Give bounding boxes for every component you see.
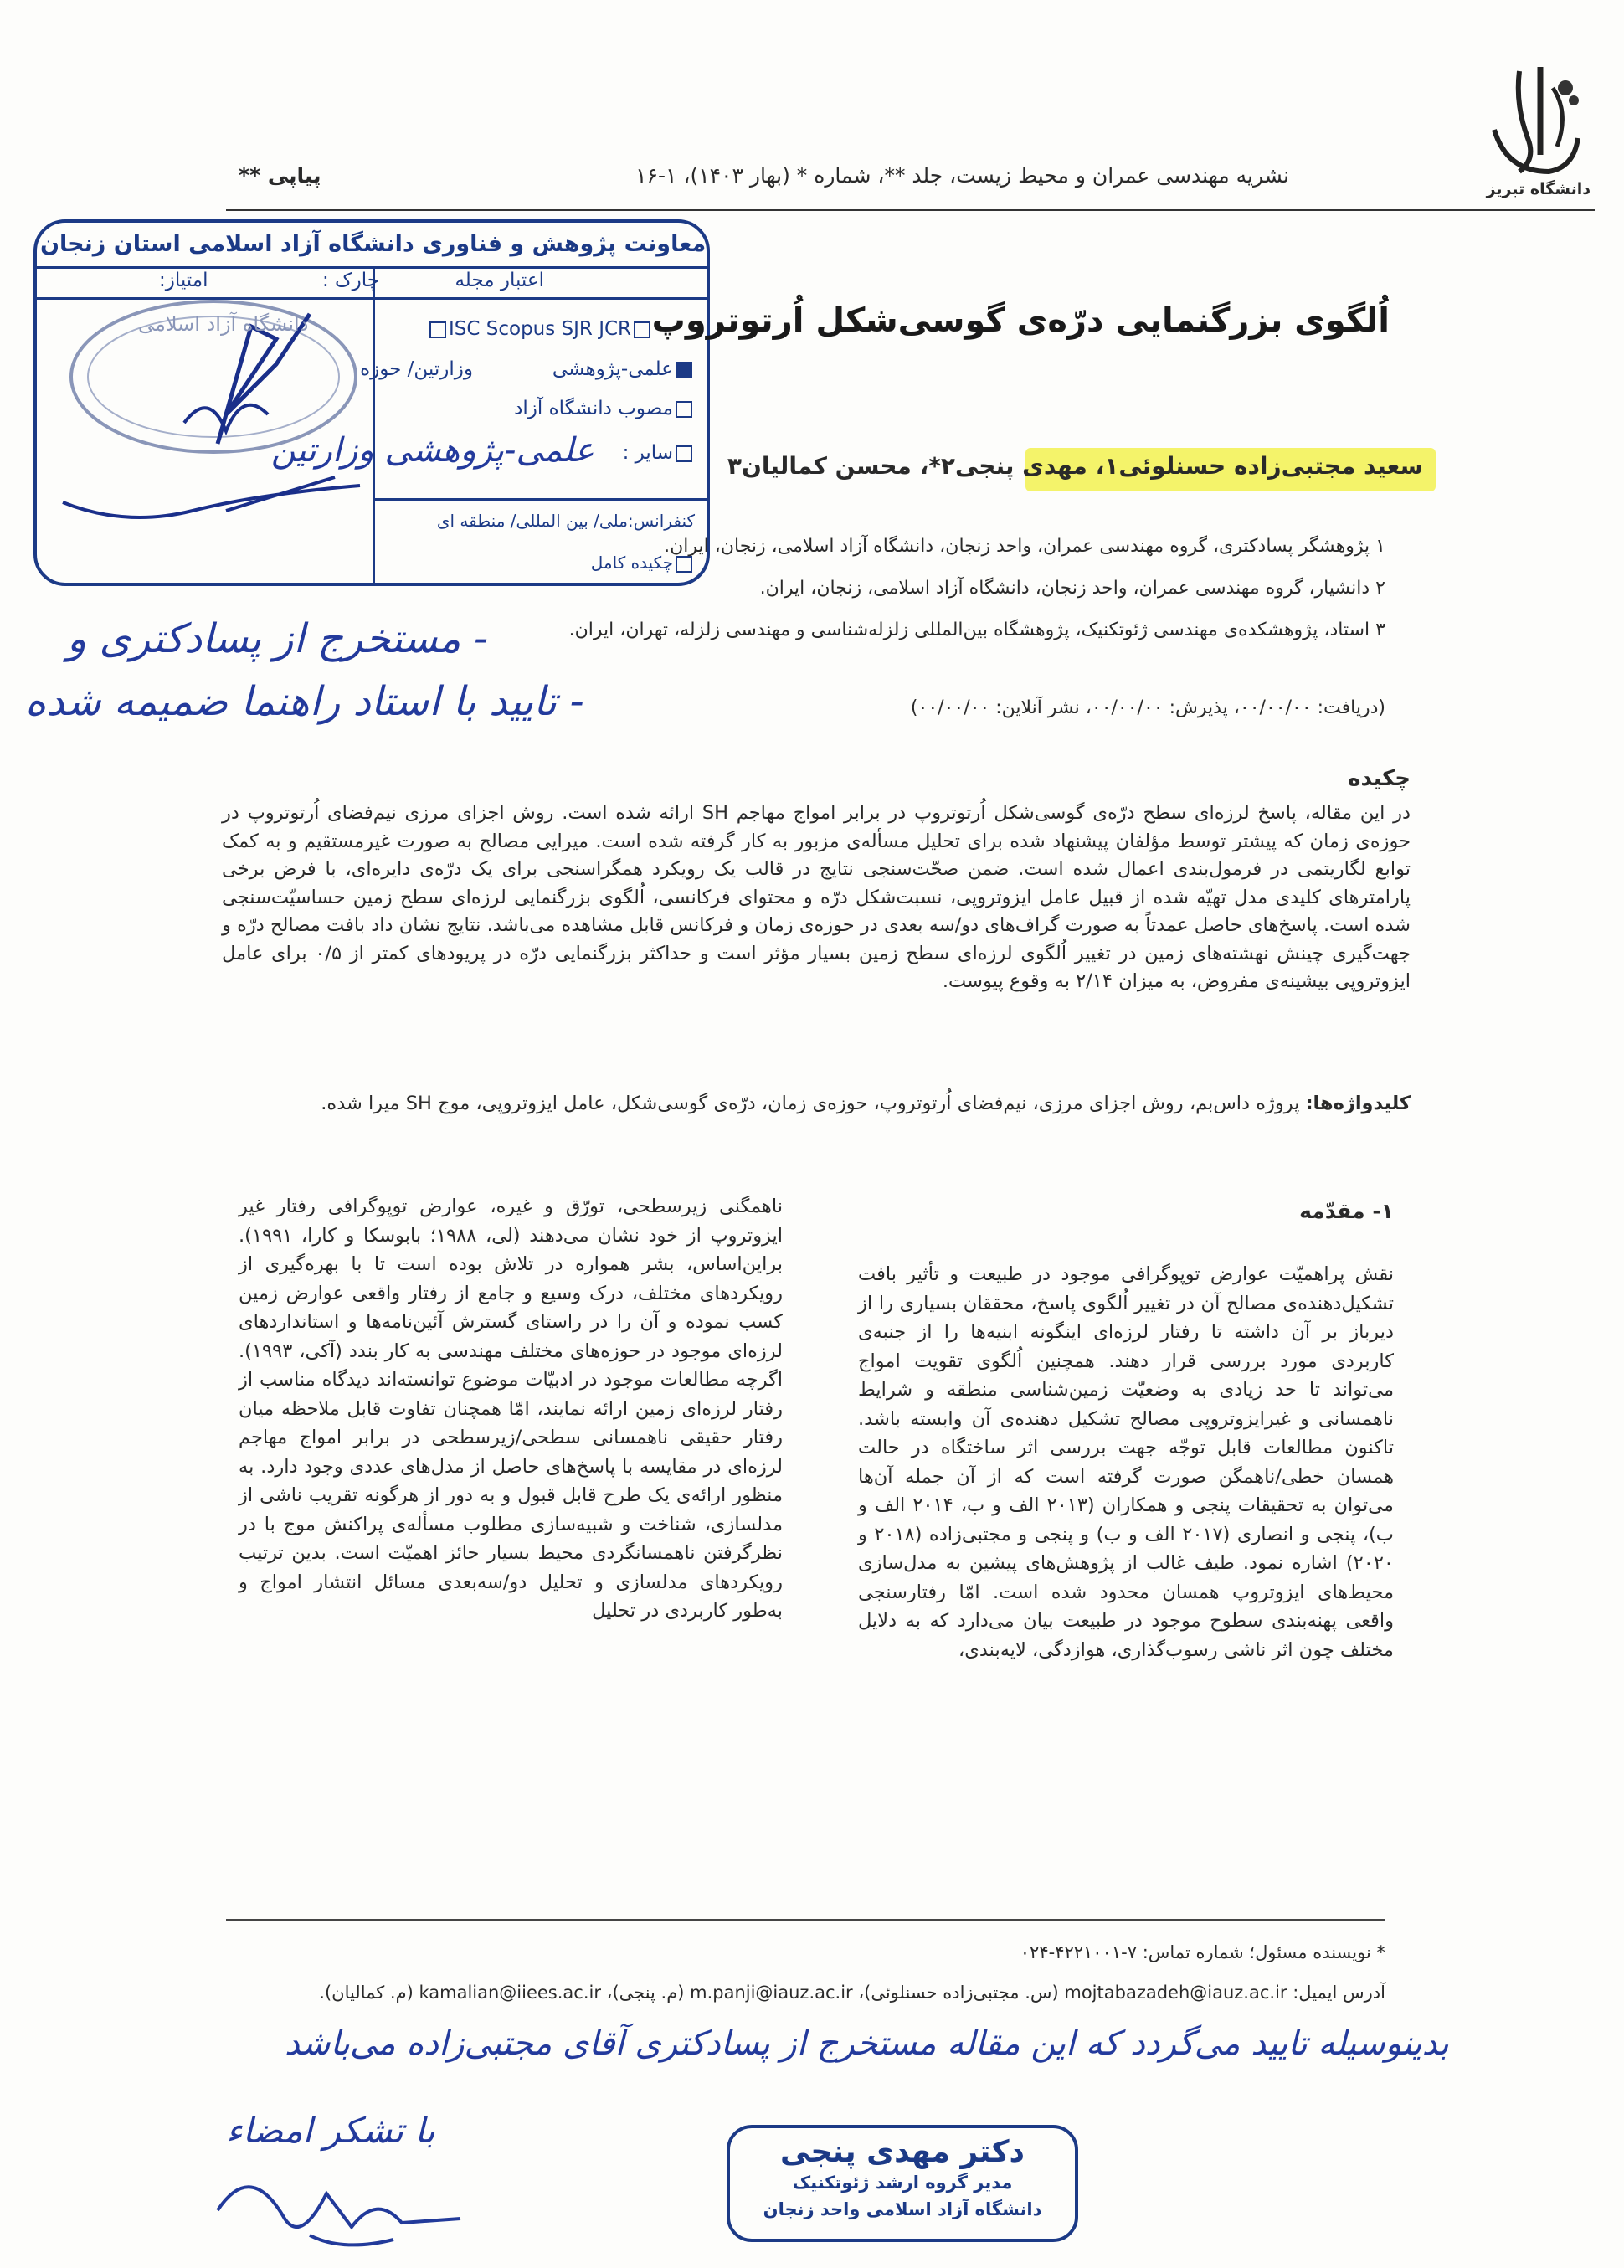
signature xyxy=(209,2143,477,2252)
affiliation-3: ۳ استاد، پژوهشکده‌ی مهندسی ژئوتکنیک، پژوهشگاه بین‌المللی زلزله‌شناسی و مهندسی زلزله، تهران، ایران. xyxy=(568,620,1385,640)
intro-column-right: نقش پراهمیّت عوارض توپوگرافی موجود در طبیعت و تأثیر بافت تشکیل‌دهنده‌ی مصالح آن در تغییر اُلگوی پاسخ، محققان بسیاری را از دیرباز بر آن داشته تا رفتار لرزه‌ای اینگونه ابنیه‌ها را از جنبه‌ی کاربردی مورد بررسی قرار دهند. همچنین اُلگوی تقویت امواج می‌تواند تا حد زیادی به وضعیّت زمین‌شناسی منطقه و شرایط ناهمسانی و غیرایزوتروپی مصالح تشکیل دهنده‌ی آن وابسته باشد. تاکنون مطالعات قابل توجّه جهت بررسی اثر ساختگاه در حالت همسان خطی/ناهمگن صورت گرفته است که از آن جمله آن‌ها می‌توان به تحقیقات پنجی و همکاران (۲۰۱۳ الف و ب، ۲۰۱۴ الف و ب)، پنجی و انصاری (۲۰۱۷ الف و ب) و پنجی و مجتبی‌زاده (۲۰۱۸ و ۲۰۲۰) اشاره نمود. طیف غالب از پژوهش‌های پیشین به مدل‌سازی محیط‌های ایزوتروپ همسان محدود شده است. امّا رفتارسنجی واقعی پهنه‌بندی سطوح موجود در طبیعت بیان می‌دارد که به دلایل مختلف چون اثر ناشی رسوب‌گذاری، هوازدگی، لایه‌بندی، xyxy=(858,1263,1394,1661)
stamp-professor-role: مدیر گروه ارشد ژئوتکنیک xyxy=(792,2173,1013,2193)
handwritten-confirmation: بدینوسیله تایید می‌گردد که این مقاله مستخرج از پسادکتری آقای مجتبی‌زاده می‌باشد xyxy=(285,2024,1449,2063)
checked-box-icon xyxy=(676,362,692,378)
abstract-heading: چکیده xyxy=(1348,766,1411,791)
intro-column-left: ناهمگنی زیرسطحی، تورّق و غیره، عوارض توپوگرافی رفتار غیر ایزوتروپ از خود نشان می‌دهند (لی، ۱۹۸۸؛ بابوسکا و کارا، ۱۹۹۱). براین‌اساس، بشر همواره در تلاش بوده است تا با بهره‌گیری از رویکردهای مختلف، درک وسیع و جامع از رفتار واقعی عوارض زمین کسب نموده و آن را در راستای گسترش آئین‌نامه‌ها و استانداردهای لرزه‌ای موجود در حوزه‌های مختلف مهندسی به کار بندد (آکی، ۱۹۹۳). اگرچه مطالعات موجود در ادبیّات موضوع توانسته‌اند دیدگاه مناسب از رفتار لرزه‌ای زمین ارائه نمایند، امّا همچنان تفاوت قابل ملاحظه میان رفتار حقیقی ناهمسانی سطحی/زیرسطحی در برابر امواج مهاجم لرزه‌ای در مقایسه با پاسخ‌های حاصل از مدل‌های عددی وجود دارد. به منظور ارائه‌ی یک طرح قابل قبول و به دور از هرگونه تقریب ناشی از مدلسازی، شناخت و شبیه‌سازی مطلوب مسأله‌ی پراکنش موج با در نظرگرفتن ناهمسانگردی محیط بسیار حائز اهمیّت است. بدین ترتیب رویکردهای مدلسازی و تحلیل دو/سه‌بعدی مسائل انتشار امواج و به‌طور کاربردی در تحلیل xyxy=(239,1196,783,1622)
stamp-indexes: ISC Scopus SJR JCR xyxy=(427,318,653,340)
header-rule xyxy=(226,209,1595,211)
author-emails: آدرس ایمیل: mojtabazadeh@iauz.ac.ir (س. مجتبی‌زاده حسنلوئی)، m.panji@iauz.ac.ir (م. پنجی)، kamalian@iiees.ac.ir (م. کمالیان). xyxy=(319,1983,1385,2003)
received-dates: (دریافت: ۰۰/۰۰/۰۰، پذیرش: ۰۰/۰۰/۰۰، نشر آنلاین: ۰۰/۰۰/۰۰) xyxy=(910,697,1385,718)
stamp-divider xyxy=(373,266,375,584)
journal-citation: نشریه مهندسی عمران و محیط زیست، جلد **، شماره * (بهار ۱۴۰۳)، ۱-۱۶ xyxy=(635,163,1289,188)
stamp-col-quartile: چارک : xyxy=(322,270,379,291)
stamp-category-scientific: علمی-پژوهشی xyxy=(552,358,695,380)
corresponding-author: * نویسنده مسئول؛ شماره تماس: ۷-۴۲۲۱۰۰۱-۰۲۴ xyxy=(1020,1942,1385,1962)
handwritten-thanks: با تشکر امضاء xyxy=(226,2110,435,2151)
author-list: سعید مجتبی‌زاده حسنلوئی۱، مهدی پنجی۲*، محسن کمالیان۳ xyxy=(727,452,1423,480)
section-heading: ۱- مقدّمه xyxy=(1299,1199,1394,1223)
paper-title: اُلگوی بزرگنمایی درّه‌ی گوسی‌شکل اُرتوتروپ xyxy=(651,301,1390,340)
page-series: پیاپی ** xyxy=(239,163,321,188)
keywords-text: پروژه داس‌بم، روش اجزای مرزی، نیم‌فضای اُرتوتروپ، حوزه‌ی زمان، درّه‌ی گوسی‌شکل، عامل ایزوتروپی، موج SH میرا شده. xyxy=(321,1093,1300,1114)
stamp-other: سایر : xyxy=(623,442,695,464)
affiliation-2: ۲ دانشیار، گروه مهندسی عمران، واحد زنجان، دانشگاه آزاد اسلامی، زنجان، ایران. xyxy=(759,578,1385,599)
stamp-title: معاونت پژوهش و فناوری دانشگاه آزاد اسلامی استان زنجان xyxy=(40,231,707,257)
checkbox-icon xyxy=(676,445,692,462)
checkbox-icon xyxy=(676,556,692,573)
stamp-abstract-full: چکیده کامل xyxy=(591,553,695,573)
university-seal xyxy=(59,289,368,465)
stamp-divider xyxy=(37,266,707,269)
stamp-other-handwritten: علمی-پژوهشی وزارتین xyxy=(270,431,594,470)
university-logo xyxy=(1469,54,1595,213)
footnote-rule xyxy=(226,1919,1385,1921)
stamp-divider xyxy=(373,498,707,501)
stamp-col-score: امتیاز: xyxy=(159,270,208,291)
stamp-approved: مصوب دانشگاه آزاد xyxy=(514,398,695,419)
stamp-professor-name: دکتر مهدی پنجی xyxy=(780,2135,1025,2169)
logo-caption: دانشگاه تبریز xyxy=(1486,180,1591,198)
handwritten-note: - مستخرج از پسادکتری و xyxy=(67,615,489,662)
stamp-conference: کنفرانس:ملی/ بین المللی/ منطقه ای xyxy=(436,511,695,531)
professor-stamp xyxy=(727,2125,1078,2242)
handwritten-note: - تایید با استاد راهنما ضمیمه شده xyxy=(25,678,584,725)
signature-scribble xyxy=(59,460,368,553)
stamp-col-validity: اعتبار مجله xyxy=(455,270,544,291)
keywords xyxy=(222,1093,1411,1114)
checkbox-icon xyxy=(634,321,650,338)
stamp-professor-univ: دانشگاه آزاد اسلامی واحد زنجان xyxy=(763,2199,1042,2219)
keywords-label: کلیدواژه‌ها: xyxy=(1305,1093,1411,1114)
checkbox-icon xyxy=(676,401,692,418)
checkbox-icon xyxy=(429,321,446,338)
stamp-category-ministry: وزارتین/ حوزه xyxy=(360,358,473,380)
abstract-body: در این مقاله، پاسخ لرزه‌ای سطح درّه‌ی گوسی‌شکل اُرتوتروپ در برابر امواج مهاجم SH ارائه شده است. روش اجزای مرزی نیم‌فضای اُرتوتروپ در حوزه‌ی زمان که پیشتر توسط مؤلفان پیشنهاد شده برای تحلیل مسأله‌ی مزبور به کار گرفته شده است. میرایی مصالح به صورت غیرمستقیم و به کمک توابع لگاریتمی در فرمول‌بندی اعمال شده است. ضمن صحّت‌سنجی نتایج در قالب یک رویکرد همگراسنجی برای یک درّه‌ی دایره‌ای، با فرض برخی پارامترهای کلیدی مدل تهیّه شده از قبیل عامل ایزوتروپی، نسبت‌شکل درّه و محتوای فرکانسی، اُلگوی بزرگنمایی لرزه‌ای سطح زمین حساسیّت‌سنجی شده است. پاسخ‌های حاصل عمدتاً به صورت گراف‌های دو/سه بعدی در حوزه‌ی زمان و فرکانس قابل مشاهده می‌باشد. نتایج نشان داد بافت مصالح درّه و جهت‌گیری چینش نهشته‌های زمین در تغییر اُلگوی لرزه‌ای سطح زمین بسیار مؤثر است و حداکثر بزرگنمایی درّه در پریودهای کمتر از ۰/۵ برای عامل ایزوتروپی بیشینه‌ی مفروض، به میزان ۲/۱۴ به وقوع پیوست. xyxy=(222,802,1411,992)
seal-text: دانشگاه آزاد اسلامی xyxy=(138,312,309,336)
affiliation-1: ۱ پژوهشگر پسادکتری، گروه مهندسی عمران، واحد زنجان، دانشگاه آزاد اسلامی، زنجان، ایران. xyxy=(664,536,1385,557)
